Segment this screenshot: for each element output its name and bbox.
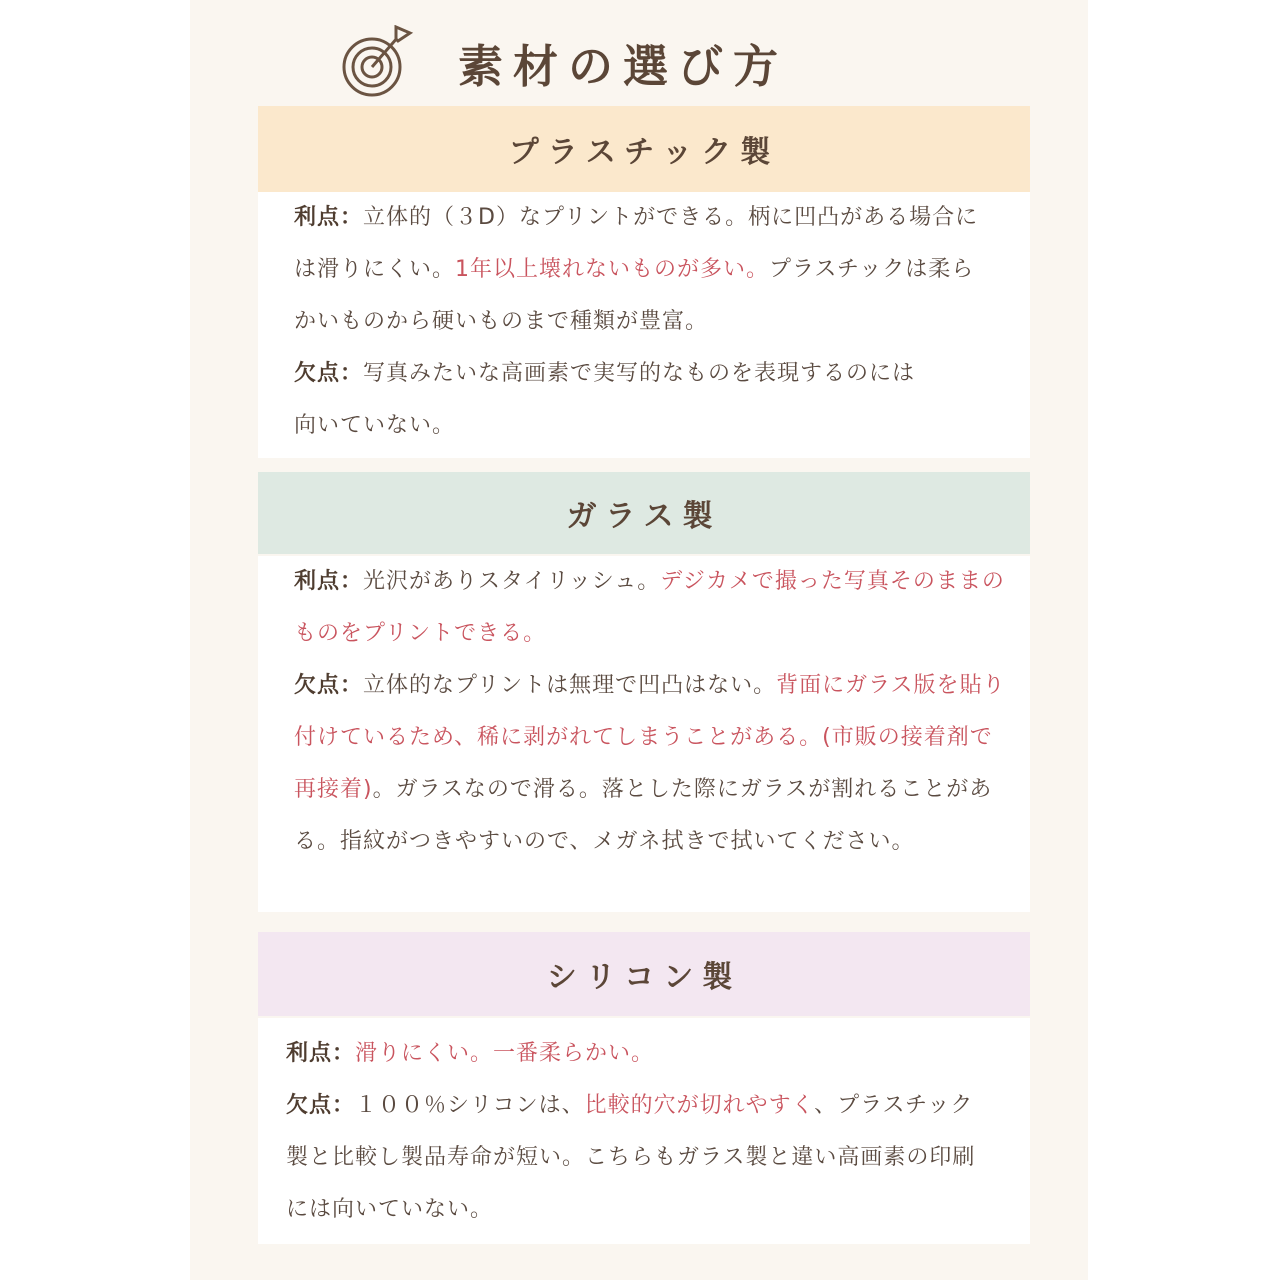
text-line: には向いていない。 (286, 1197, 494, 1222)
section-header-plastic: プラスチック製 (258, 106, 1030, 192)
text-line: 利点：立体的（３D）なプリントができる。柄に凹凸がある場合に (294, 205, 979, 230)
text-line: 欠点：１００％シリコンは、比較的穴が切れやすく、プラスチック (286, 1093, 974, 1118)
text-line: ものをプリントできる。 (294, 621, 547, 646)
section-header-silicone: シリコン製 (258, 932, 1030, 1016)
section-body-silicone (258, 1018, 1030, 1244)
section-body-plastic (258, 192, 1030, 458)
text-line: 製と比較し製品寿命が短い。こちらもガラス製と違い高画素の印刷 (286, 1145, 976, 1170)
text-line: 向いていない。 (294, 413, 456, 438)
text-line: かいものから硬いものまで種類が豊富。 (294, 309, 709, 334)
text-line: 利点：滑りにくい。一番柔らかい。 (286, 1041, 655, 1066)
section-body-glass (258, 556, 1030, 912)
page-heading (340, 22, 840, 102)
text-line: 再接着)。ガラスなので滑る。落とした際にガラスが割れることがあ (294, 777, 993, 802)
section-header-glass: ガラス製 (258, 472, 1030, 554)
text-line: 付けているため、稀に剥がれてしまうことがある。(市販の接着剤で (294, 725, 993, 750)
text-line: は滑りにくい。1年以上壊れないものが多い。プラスチックは柔ら (294, 257, 975, 282)
text-line: 欠点：写真みたいな高画素で実写的なものを表現するのには (294, 361, 916, 386)
text-line: る。指紋がつきやすいので、メガネ拭きで拭いてください。 (294, 829, 915, 854)
page-title: 素材の選び方 (458, 39, 789, 93)
text-line: 利点：光沢がありスタイリッシュ。デジカメで撮った写真そのままの (294, 569, 1005, 594)
target-flag-icon (340, 25, 414, 99)
text-line: 欠点：立体的なプリントは無理で凹凸はない。背面にガラス版を貼り (294, 673, 1006, 698)
